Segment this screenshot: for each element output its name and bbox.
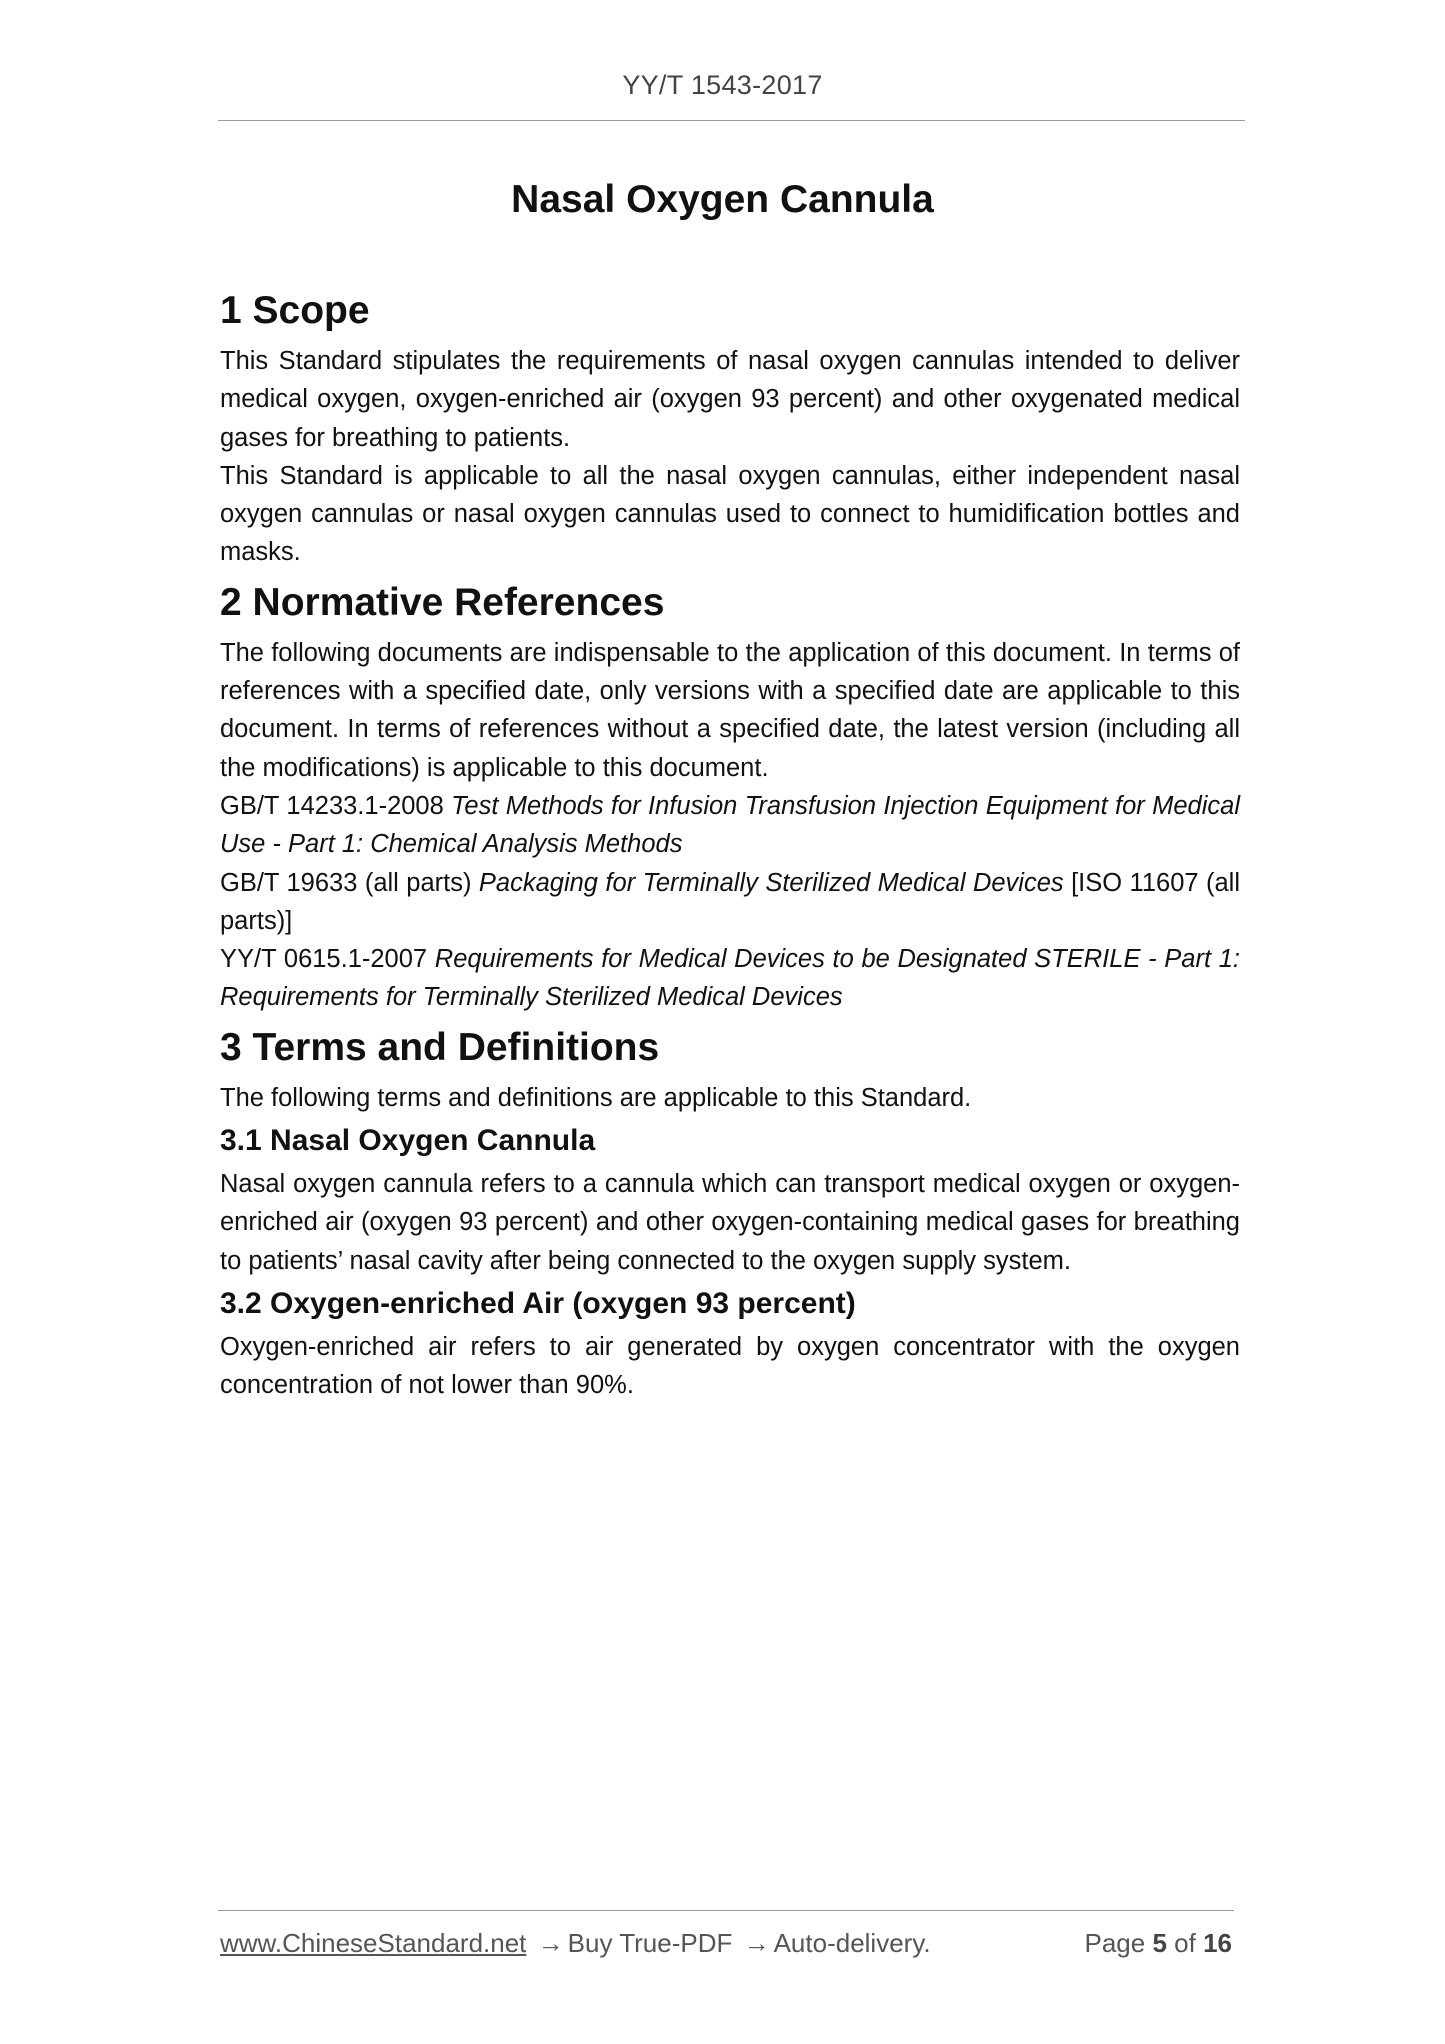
reference-code: GB/T 14233.1-2008 — [220, 791, 452, 820]
definition-paragraph-3-2: Oxygen-enriched air refers to air generated by oxygen concentrator with the oxygen concentration of not lower than 90%. — [220, 1332, 1240, 1400]
terms-intro-paragraph: The following terms and definitions are applicable to this Standard. — [220, 1083, 972, 1112]
document-body — [220, 280, 1240, 1405]
scope-paragraph-2: This Standard is applicable to all the nasal oxygen cannulas, either independent nasal oxygen cannulas or nasal oxygen cannulas used to connect to humidification bottles and masks. — [220, 461, 1240, 567]
document-title: Nasal Oxygen Cannula — [511, 178, 934, 221]
reference-item — [220, 940, 1240, 1017]
footer-divider — [218, 1910, 1234, 1911]
page-label: Page — [1084, 1928, 1146, 1958]
section-heading-scope: 1 Scope — [220, 289, 370, 332]
subsection-heading-3-1: 3.1 Nasal Oxygen Cannula — [220, 1124, 596, 1158]
delivery-text: Auto-delivery. — [773, 1928, 931, 1958]
arrow-right-icon: → — [537, 1928, 564, 1958]
page-indicator — [1084, 1928, 1232, 1959]
reference-title: Requirements for Medical Devices to be Designated STERILE - Part 1: Requirements for Terminally Sterilized Medical Devices — [220, 945, 1240, 1012]
reference-code: YY/T 0615.1-2007 — [220, 945, 435, 974]
reference-suffix: [ISO 11607 (all parts)] — [220, 868, 1241, 935]
reference-title: Test Methods for Infusion Transfusion Injection Equipment for Medical Use - Part 1: Chemical Analysis Methods — [220, 791, 1240, 859]
scope-paragraph-1: This Standard stipulates the requirements of nasal oxygen cannulas intended to deliver medical oxygen, oxygen-enriched air (oxygen 93 percent) and other oxygenated medical gases for breathing to patients. — [220, 347, 1240, 452]
definition-paragraph-3-1: Nasal oxygen cannula refers to a cannula which can transport medical oxygen or oxygen-enriched air (oxygen 93 percent) and other oxygen-containing medical gases for breathing to patients’ nasal cavity after being connected to the oxygen supply system. — [220, 1170, 1240, 1275]
reference-code: GB/T 19633 (all parts) — [220, 868, 479, 897]
reference-item — [220, 787, 1240, 864]
reference-item — [220, 864, 1240, 941]
page-total-number: 16 — [1203, 1928, 1232, 1958]
section-heading-terms-definitions: 3 Terms and Definitions — [220, 1025, 660, 1069]
arrow-right-icon: → — [743, 1928, 770, 1958]
section-heading-normative-references: 2 Normative References — [220, 580, 665, 624]
site-link[interactable]: www.ChineseStandard.net — [220, 1928, 527, 1958]
page-of-label: of — [1174, 1928, 1196, 1958]
reference-title: Packaging for Terminally Sterilized Medical Devices — [478, 868, 1064, 897]
normative-intro-paragraph: The following documents are indispensable to the application of this document. In terms of references with a specified date, only versions with a specified date are applicable to this document. In terms of references without a specified date, the latest version (including all the modifications) is applicable to this document. — [220, 638, 1240, 782]
page-current-number: 5 — [1152, 1928, 1167, 1958]
buy-pdf-text: Buy True-PDF — [567, 1928, 733, 1958]
subsection-heading-3-2: 3.2 Oxygen-enriched Air (oxygen 93 percent) — [220, 1286, 856, 1320]
header-divider — [218, 120, 1245, 121]
page-footer — [220, 1928, 1232, 1968]
running-header: YY/T 1543-2017 — [622, 70, 823, 100]
footer-promo — [220, 1928, 931, 1959]
